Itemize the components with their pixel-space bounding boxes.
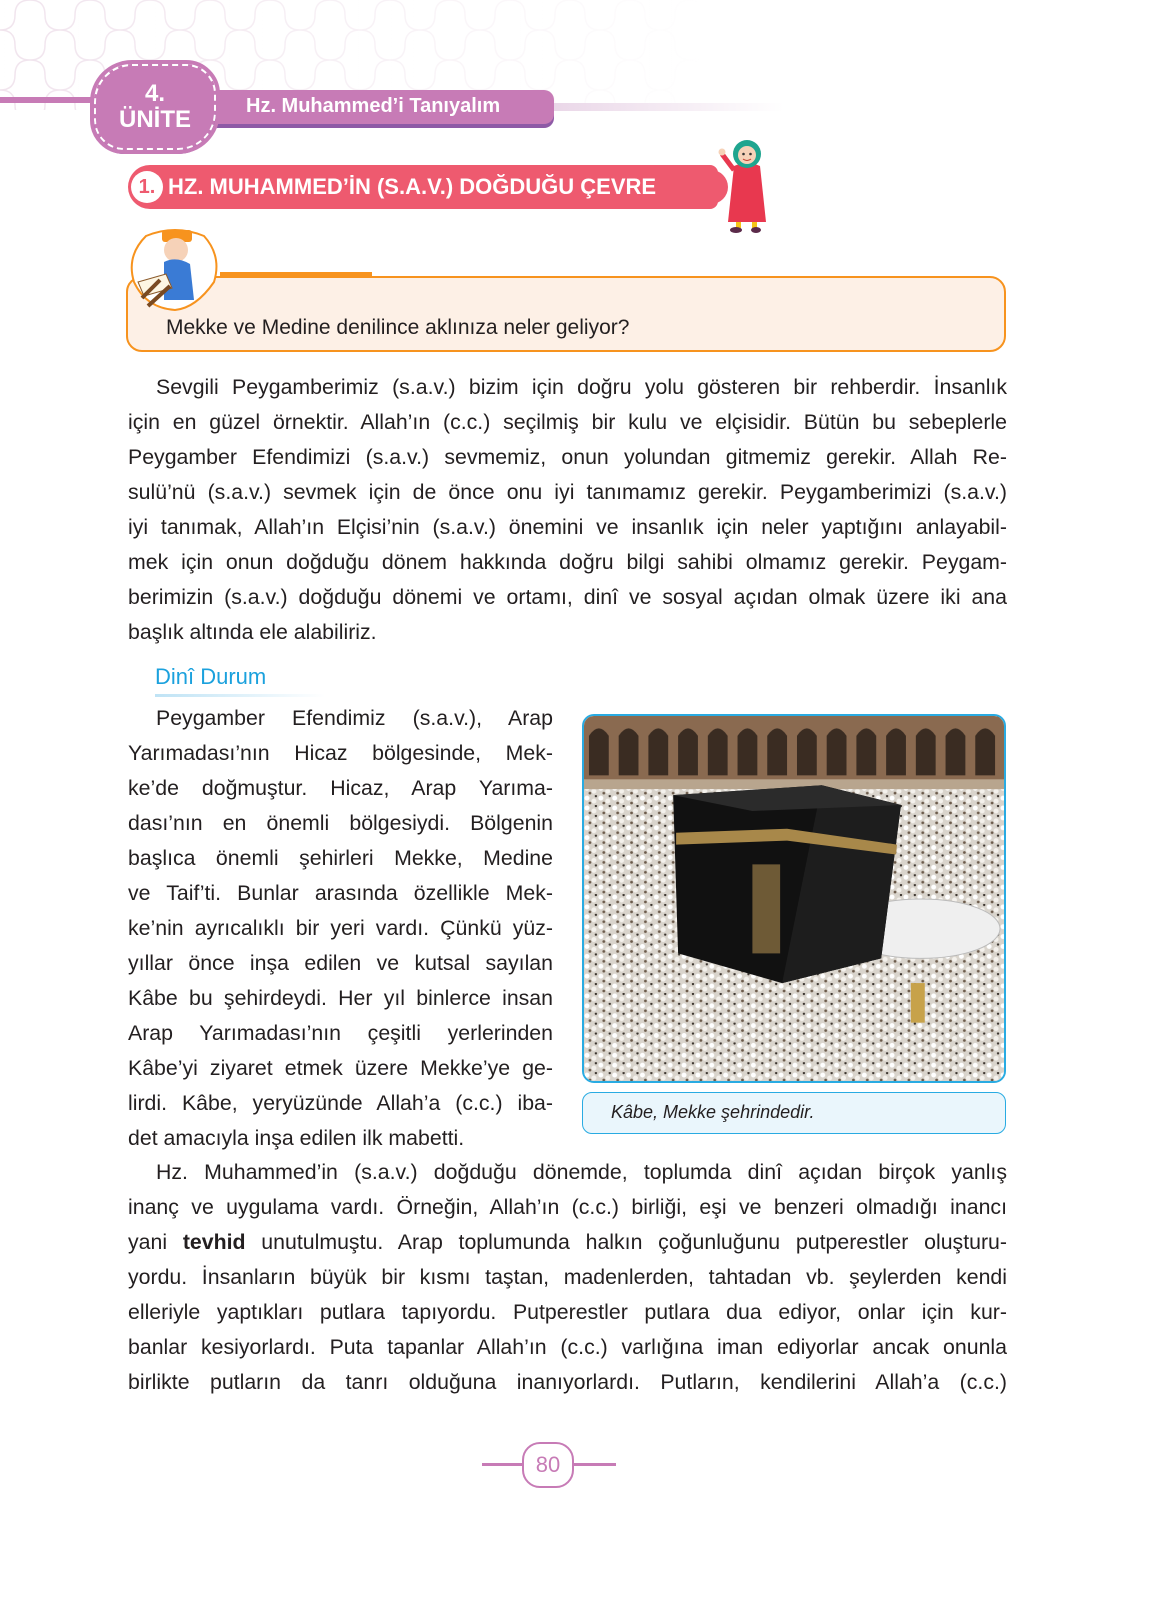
- kaaba-photo: [582, 714, 1006, 1083]
- text-segment: birlikte putların da tanrı olduğuna inanıyorlardı. Putların, kendilerini Allah’a (c.c.): [128, 1370, 1007, 1394]
- text-segment: elleriyle yaptıkları putlara tapıyordu. Putperestler putlara dua ediyor, onlar için kur-: [128, 1300, 1007, 1324]
- text-line: Arap Yarımadası’nın çeşitli yerlerinden: [128, 1021, 553, 1045]
- text-line: Yarımadası’nın Hicaz bölgesinde, Mek-: [128, 741, 553, 765]
- subheading-underline: [155, 694, 325, 697]
- text-line: için en güzel örnektir. Allah’ın (c.c.) seçilmiş bir kulu ve elçisidir. Bütün bu sebeplerle: [128, 410, 1007, 434]
- column-paragraph: [128, 701, 553, 1156]
- text-line: iyi tanımak, Allah’ın Elçisi’nin (s.a.v.) önemini ve insanlık için neler yaptığını anlayabil-: [128, 515, 1007, 539]
- intro-paragraph: [128, 370, 1007, 650]
- text-line: Peygamber Efendimizi (s.a.v.) sevmemiz, onun yolundan gitmemiz gerekir. Allah Re-: [128, 445, 1007, 469]
- section-number: 1.: [131, 171, 163, 203]
- reading-boy-icon: [126, 226, 224, 312]
- text-segment: banlar kesiyorlardı. Puta tapanlar Allah’ın (c.c.) varlığına iman ediyorlar ancak onunla: [128, 1335, 1007, 1359]
- unit-badge: [94, 64, 216, 150]
- unit-number: 4.: [144, 80, 165, 107]
- text-line: Kâbe’yi ziyaret etmek üzere Mekke’ye ge-: [128, 1056, 553, 1080]
- bold-term: tevhid: [182, 1230, 246, 1254]
- text-line: dası’nın en önemli bölgesiydi. Bölgenin: [128, 811, 553, 835]
- question-box: [126, 276, 1006, 352]
- text-line: ve Taif’ti. Bunlar arasında özellikle Mek-: [128, 881, 553, 905]
- text-line: [128, 1260, 1007, 1295]
- text-segment: yani: [128, 1230, 183, 1254]
- text-line: berimizin (s.a.v.) doğduğu dönemi ve ortamı, dinî ve sosyal açıdan olmak üzere iki ana: [128, 585, 1007, 609]
- question-text: Mekke ve Medine denilince aklınıza neler geliyor?: [166, 316, 630, 339]
- text-segment: unutulmuştu. Arap toplumunda halkın çoğunluğunu putperestler oluşturu-: [245, 1230, 1007, 1254]
- text-line: [128, 1190, 1007, 1225]
- text-line: ke’de doğmuştur. Hicaz, Arap Yarıma-: [128, 776, 553, 800]
- text-line: yıllar önce inşa edilen ve kutsal sayılan: [128, 951, 553, 975]
- final-paragraph: [128, 1155, 1007, 1400]
- text-line: [128, 1155, 1007, 1190]
- unit-label: ÜNİTE: [119, 106, 191, 133]
- unit-title: Hz. Muhammed’i Tanıyalım: [208, 90, 554, 124]
- text-line: başlık altında ele alabiliriz.: [128, 620, 377, 644]
- text-line: [128, 1225, 1007, 1260]
- section-title: HZ. MUHAMMED’İN (S.A.V.) DOĞDUĞU ÇEVRE: [168, 174, 657, 199]
- text-line: ke’nin ayrıcalıklı bir yeri vardı. Çünkü yüz-: [128, 916, 553, 940]
- text-line: [128, 1365, 1007, 1400]
- unit-fade-line: [554, 103, 784, 111]
- page-number: 80: [522, 1442, 574, 1488]
- subheading-dini-durum: Dinî Durum: [155, 664, 267, 689]
- text-line: sulü’nü (s.a.v.) sevmek için de önce onu iyi tanımamız gerekir. Peygamberimizi (s.a.v.): [128, 480, 1007, 504]
- image-caption: Kâbe, Mekke şehrindedir.: [582, 1092, 1006, 1134]
- section-heading: [128, 165, 718, 209]
- text-line: [128, 1295, 1007, 1330]
- question-box-accent: [220, 272, 372, 277]
- girl-illustration-icon: [716, 134, 778, 234]
- text-line: Sevgili Peygamberimiz (s.a.v.) bizim için doğru yolu gösteren bir rehberdir. İnsanlık: [156, 375, 1007, 399]
- text-line: Kâbe bu şehirdeydi. Her yıl binlerce insan: [128, 986, 553, 1010]
- text-line: mek için onun doğduğu dönem hakkında doğru bilgi sahibi olmamız gerekir. Peygam-: [128, 550, 1007, 574]
- text-segment: yordu. İnsanların büyük bir kısmı taştan, madenlerden, tahtadan vb. şeylerden kendi: [128, 1265, 1007, 1289]
- text-line: lirdi. Kâbe, yeryüzünde Allah’a (c.c.) iba-: [128, 1091, 553, 1115]
- text-line: başlıca önemli şehirleri Mekke, Medine: [128, 846, 553, 870]
- text-line: Peygamber Efendimiz (s.a.v.), Arap: [156, 706, 553, 730]
- text-segment: Hz. Muhammed’in (s.a.v.) doğduğu dönemde, toplumda dinî açıdan birçok yanlış: [156, 1160, 1007, 1184]
- text-line: [128, 1330, 1007, 1365]
- text-line: det amacıyla inşa edilen ilk mabetti.: [128, 1126, 465, 1150]
- text-segment: inanç ve uygulama vardı. Örneğin, Allah’ın (c.c.) birliği, eşi ve benzeri olmadığı inancı: [128, 1195, 1007, 1219]
